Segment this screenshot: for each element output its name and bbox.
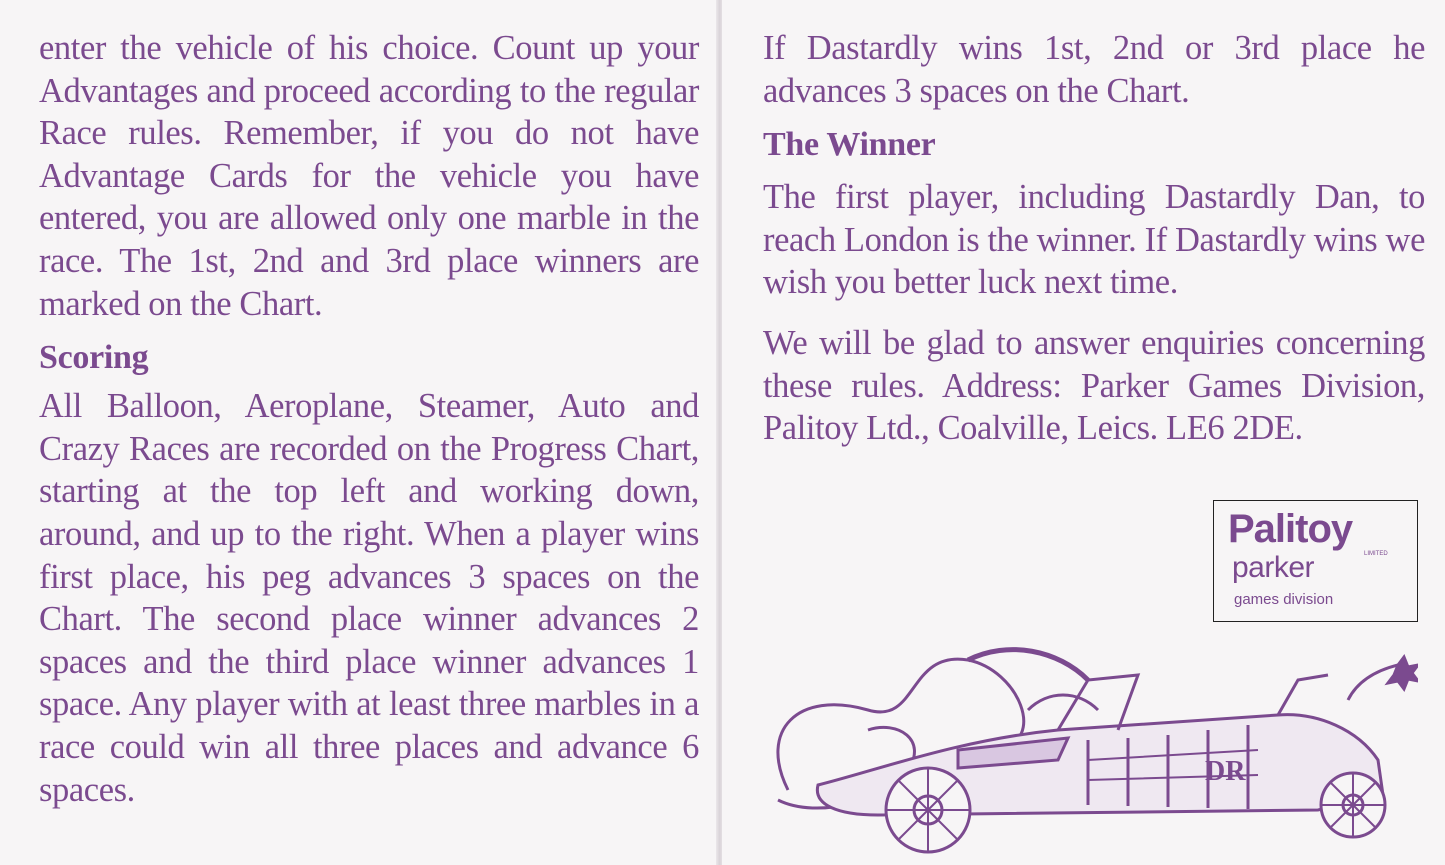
logo-brand: Palitoy bbox=[1228, 507, 1353, 551]
winner-paragraph: The first player, including Dastardly Dan, to reach London is the winner. If Dastardly wins we wish you better luck next time. bbox=[763, 178, 1425, 302]
right-text-column bbox=[763, 27, 1425, 450]
palitoy-parker-logo bbox=[1213, 500, 1418, 622]
scoring-paragraph: All Balloon, Aeroplane, Steamer, Auto and Crazy Races are recorded on the Progress Chart, starting at the top left and working down, around, and up to the right. When a player wins first place, his peg advances 3 spaces on the Chart. The second place winner advances 2 spaces and the third place winner advances 1 space. Any player with at least three marbles in a race could win all three places and advance 6 spaces. bbox=[39, 387, 699, 809]
logo-sub: parker bbox=[1232, 551, 1315, 584]
right-page bbox=[722, 0, 1445, 865]
rules-paragraph-advantages: enter the vehicle of his choice. Count up your Advantages and proceed according to the regular Race rules. Remember, if you do not have Advantage Cards for the vehicle you have entered, you are allowed only one marble in the race. The 1st, 2nd and 3rd place winners are marked on the Chart. bbox=[39, 29, 699, 323]
contact-paragraph: We will be glad to answer enquiries concerning these rules. Address: Parker Games Division, Palitoy Ltd., Coalville, Leics. LE6 2DE. bbox=[763, 323, 1425, 448]
left-page bbox=[0, 0, 718, 865]
winner-heading: The Winner bbox=[763, 126, 936, 164]
dastardly-paragraph: If Dastardly wins 1st, 2nd or 3rd place he advances 3 spaces on the Chart. bbox=[763, 29, 1425, 110]
logo-limited: LIMITED bbox=[1364, 551, 1388, 557]
scoring-heading: Scoring bbox=[39, 339, 149, 377]
crazy-race-car-illustration bbox=[758, 620, 1418, 860]
logo-division: games division bbox=[1234, 591, 1334, 608]
left-text-column bbox=[39, 27, 699, 811]
svg-text:DR: DR bbox=[1205, 756, 1246, 787]
